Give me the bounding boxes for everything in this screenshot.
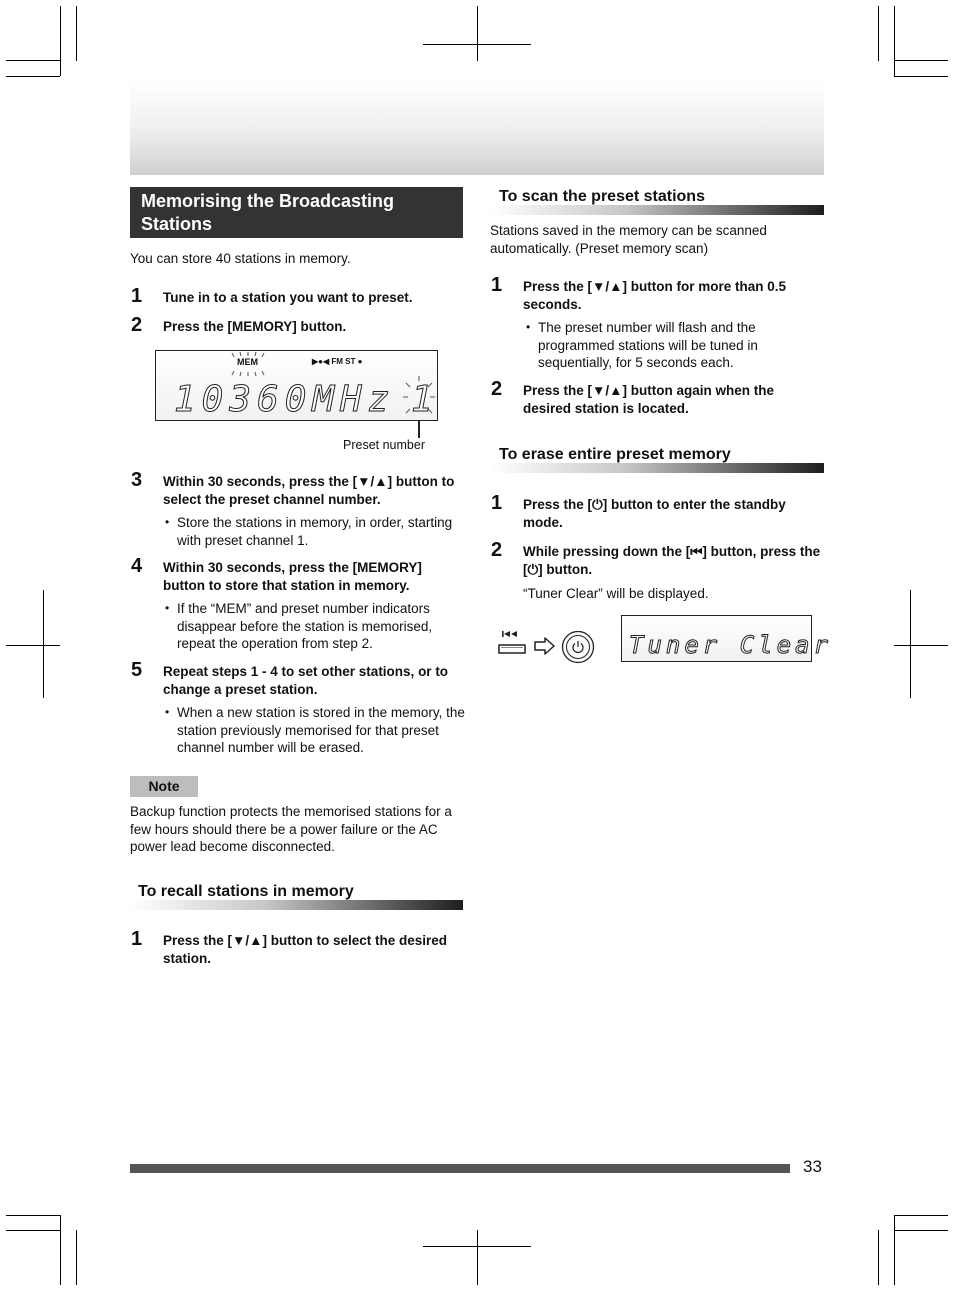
page-number: 33 xyxy=(803,1157,822,1176)
step-number: 2 xyxy=(131,314,143,336)
step-number: 2 xyxy=(491,539,503,561)
step-number: 4 xyxy=(131,555,143,577)
step-text: Press the [▼/▲] button again when the desired station is located. xyxy=(523,383,774,416)
step-text: Within 30 seconds, press the [▼/▲] button to select the preset channel number. xyxy=(163,474,455,507)
power-button-icon xyxy=(561,630,595,664)
preset-number-caption: Preset number xyxy=(343,438,425,452)
step-number: 1 xyxy=(491,492,503,514)
step-number: 1 xyxy=(131,285,143,307)
bullet-text: • If the “MEM” and preset number indicators disappear before the station is memorised, repeat the operation from step 2. xyxy=(177,600,463,653)
step-number: 5 xyxy=(131,659,143,681)
scan-title-bar xyxy=(490,205,824,215)
bullet-text: • The preset number will flash and the programmed stations will be tuned in sequentially, for 5 seconds each. xyxy=(538,319,798,372)
bullet-text: • When a new station is stored in the memory, the station previously memorised for that preset channel number will be erased. xyxy=(177,704,467,757)
erase-title-bar xyxy=(490,463,824,473)
step-number: 2 xyxy=(491,378,503,400)
step-text: Press the [▼/▲] button for more than 0.5 seconds. xyxy=(523,279,786,312)
header-band xyxy=(130,82,824,175)
step-text: Press the [▼/▲] button to select the desired station. xyxy=(163,933,448,966)
step-text: While pressing down the [⏮] button, press the [⏻] button. xyxy=(523,544,821,577)
status-indicators: ▶●◀ FM ST ● xyxy=(312,357,363,366)
scan-title: To scan the preset stations xyxy=(499,188,705,205)
skip-back-button-icon xyxy=(497,629,529,657)
mem-indicator: MEM xyxy=(237,357,258,367)
frequency-display xyxy=(155,350,438,421)
note-label: Note xyxy=(130,776,198,797)
step-text: Press the [MEMORY] button. xyxy=(163,319,347,334)
bullet-text: • Store the stations in memory, in order, starting with preset channel 1. xyxy=(177,514,467,549)
note-text: Backup function protects the memorised stations for a few hours should there be a power failure or the AC power lead become disconnected. xyxy=(130,804,452,854)
recall-title: To recall stations in memory xyxy=(138,883,354,900)
step-text: Within 30 seconds, press the [MEMORY] button to store that station in memory. xyxy=(163,560,422,593)
step-number: 3 xyxy=(131,469,143,491)
arrow-right-icon xyxy=(533,636,557,656)
intro-text: You can store 40 stations in memory. xyxy=(130,251,351,266)
step-number: 1 xyxy=(131,928,143,950)
recall-title-bar xyxy=(130,900,463,910)
frequency-readout: 10360MHz xyxy=(174,379,396,420)
erase-title: To erase entire preset memory xyxy=(499,446,731,463)
erase-note: “Tuner Clear” will be displayed. xyxy=(523,586,709,601)
section-title: Memorising the Broadcasting Stations xyxy=(130,187,463,238)
step-number: 1 xyxy=(491,274,503,296)
tuner-clear-display xyxy=(621,615,832,662)
caption-pointer-line xyxy=(418,421,420,438)
step-text: Tune in to a station you want to preset. xyxy=(163,290,413,305)
step-text: Press the [⏻] button to enter the standby mode. xyxy=(523,497,786,530)
footer-bar xyxy=(130,1164,790,1173)
scan-intro: Stations saved in the memory can be scanned automatically. (Preset memory scan) xyxy=(490,223,767,256)
tuner-clear-readout: Tuner Clear xyxy=(629,631,832,659)
step-text: Repeat steps 1 - 4 to set other stations, or to change a preset station. xyxy=(163,664,449,697)
preset-number-readout: 1 xyxy=(411,379,439,420)
